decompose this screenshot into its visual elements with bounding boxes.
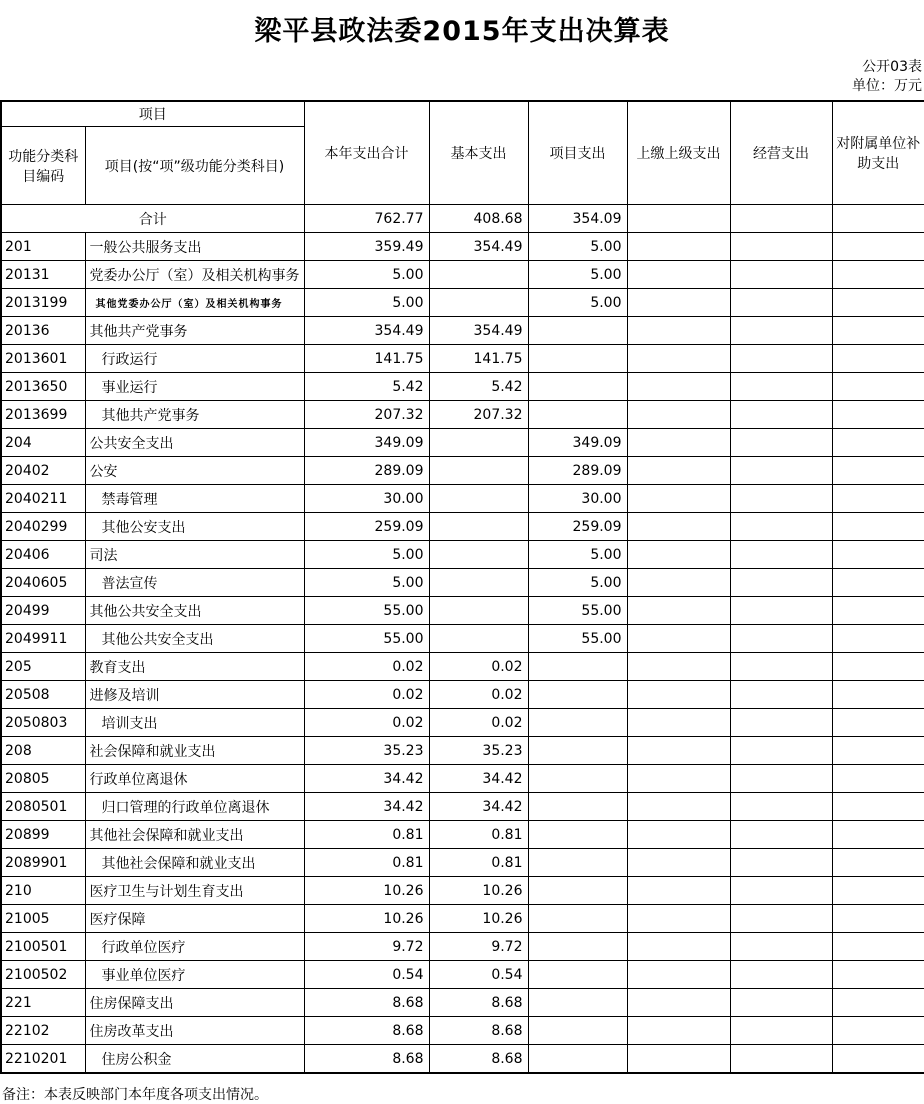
table-row [1,429,924,457]
row-code: 2013199 [1,289,85,317]
total-row-subsidy [832,205,924,233]
row-total-value: 10.26 [304,877,429,905]
header-col-operating: 经营支出 [730,101,832,205]
row-item-name: 普法宣传 [85,569,304,597]
row-total-value: 5.00 [304,569,429,597]
row-item-name: 其他公共安全支出 [85,625,304,653]
row-item-name: 事业运行 [85,373,304,401]
row-total-value: 349.09 [304,429,429,457]
row-basic-value [429,457,528,485]
row-basic-value [429,597,528,625]
row-subsidy-value [832,541,924,569]
row-operating-value [730,849,832,877]
row-upper-value [627,317,730,345]
row-basic-value: 354.49 [429,233,528,261]
row-item-name: 其他社会保障和就业支出 [85,821,304,849]
row-basic-value: 34.42 [429,765,528,793]
row-code: 2089901 [1,849,85,877]
row-upper-value [627,933,730,961]
row-total-value: 10.26 [304,905,429,933]
row-upper-value [627,653,730,681]
table-row [1,1017,924,1045]
table-row [1,289,924,317]
row-subsidy-value [832,681,924,709]
row-item-name: 行政单位离退休 [85,765,304,793]
table-row [1,233,924,261]
row-upper-value [627,849,730,877]
row-basic-value: 10.26 [429,877,528,905]
row-operating-value [730,289,832,317]
row-basic-value: 10.26 [429,905,528,933]
row-operating-value [730,765,832,793]
row-upper-value [627,401,730,429]
row-project-value [528,681,627,709]
row-project-value [528,737,627,765]
row-operating-value [730,401,832,429]
row-total-value: 141.75 [304,345,429,373]
row-total-value: 5.00 [304,289,429,317]
row-subsidy-value [832,569,924,597]
row-subsidy-value [832,513,924,541]
footer-note: 备注：本表反映部门本年度各项支出情况。 [2,1087,268,1104]
row-item-name: 医疗保障 [85,905,304,933]
row-total-value: 8.68 [304,989,429,1017]
row-item-name: 社会保障和就业支出 [85,737,304,765]
row-project-value: 349.09 [528,429,627,457]
row-basic-value [429,569,528,597]
row-code: 2040299 [1,513,85,541]
row-item-name: 禁毒管理 [85,485,304,513]
row-basic-value: 141.75 [429,345,528,373]
row-code: 2013601 [1,345,85,373]
row-upper-value [627,681,730,709]
row-operating-value [730,1017,832,1045]
row-operating-value [730,681,832,709]
table-row [1,513,924,541]
row-basic-value: 8.68 [429,1045,528,1074]
row-basic-value: 0.81 [429,821,528,849]
row-code: 2013699 [1,401,85,429]
row-upper-value [627,765,730,793]
row-project-value [528,849,627,877]
row-item-name: 司法 [85,541,304,569]
row-basic-value: 5.42 [429,373,528,401]
row-code: 2100501 [1,933,85,961]
table-row [1,485,924,513]
row-item-name: 行政运行 [85,345,304,373]
row-upper-value [627,625,730,653]
row-subsidy-value [832,989,924,1017]
row-code: 2049911 [1,625,85,653]
row-subsidy-value [832,765,924,793]
row-subsidy-value [832,877,924,905]
row-operating-value [730,961,832,989]
row-upper-value [627,541,730,569]
row-project-value [528,1017,627,1045]
row-project-value [528,821,627,849]
row-basic-value: 0.02 [429,681,528,709]
row-basic-value: 9.72 [429,933,528,961]
row-upper-value [627,737,730,765]
table-body [1,205,924,1074]
row-subsidy-value [832,625,924,653]
row-code: 201 [1,233,85,261]
row-operating-value [730,317,832,345]
header-col-subsidy: 对附属单位补助支出 [832,101,924,205]
row-operating-value [730,933,832,961]
unit-label: 单位：万元 [852,77,922,94]
total-row-operating [730,205,832,233]
row-upper-value [627,793,730,821]
row-upper-value [627,597,730,625]
row-subsidy-value [832,373,924,401]
table-row [1,709,924,737]
row-total-value: 5.42 [304,373,429,401]
row-upper-value [627,373,730,401]
row-basic-value: 8.68 [429,1017,528,1045]
row-total-value: 30.00 [304,485,429,513]
row-project-value: 55.00 [528,597,627,625]
row-project-value [528,961,627,989]
row-basic-value: 0.54 [429,961,528,989]
row-project-value [528,905,627,933]
total-row [1,205,924,233]
row-operating-value [730,597,832,625]
row-item-name: 住房改革支出 [85,1017,304,1045]
row-basic-value [429,513,528,541]
table-row [1,961,924,989]
row-upper-value [627,1017,730,1045]
row-upper-value [627,709,730,737]
row-operating-value [730,877,832,905]
row-code: 221 [1,989,85,1017]
row-subsidy-value [832,1045,924,1074]
row-operating-value [730,485,832,513]
row-code: 210 [1,877,85,905]
row-code: 204 [1,429,85,457]
row-project-value [528,877,627,905]
row-code: 208 [1,737,85,765]
row-total-value: 34.42 [304,793,429,821]
total-row-upper [627,205,730,233]
table-row [1,849,924,877]
row-project-value: 5.00 [528,569,627,597]
row-project-value [528,653,627,681]
row-project-value [528,317,627,345]
row-code: 22102 [1,1017,85,1045]
row-operating-value [730,821,832,849]
row-subsidy-value [832,429,924,457]
total-row-project: 354.09 [528,205,627,233]
table-row [1,905,924,933]
row-total-value: 55.00 [304,625,429,653]
table-row [1,821,924,849]
row-total-value: 5.00 [304,261,429,289]
row-subsidy-value [832,1017,924,1045]
row-basic-value: 35.23 [429,737,528,765]
table-row [1,597,924,625]
table-row [1,933,924,961]
table-row [1,345,924,373]
header-group-project: 项目 [1,101,304,127]
row-operating-value [730,625,832,653]
row-item-name: 公安 [85,457,304,485]
row-operating-value [730,905,832,933]
header-col-code: 功能分类科目编码 [1,127,85,205]
row-subsidy-value [832,905,924,933]
row-upper-value [627,289,730,317]
row-item-name: 党委办公厅（室）及相关机构事务 [85,261,304,289]
row-operating-value [730,261,832,289]
row-code: 2040605 [1,569,85,597]
row-basic-value: 8.68 [429,989,528,1017]
row-item-name: 进修及培训 [85,681,304,709]
table-row [1,625,924,653]
row-upper-value [627,569,730,597]
row-operating-value [730,233,832,261]
row-code: 20131 [1,261,85,289]
row-total-value: 35.23 [304,737,429,765]
row-project-value: 5.00 [528,261,627,289]
row-project-value: 5.00 [528,289,627,317]
row-subsidy-value [832,653,924,681]
expenditure-table [0,100,924,1075]
row-item-name: 其他公共安全支出 [85,597,304,625]
header-col-basic: 基本支出 [429,101,528,205]
row-upper-value [627,345,730,373]
row-project-value [528,793,627,821]
row-operating-value [730,989,832,1017]
row-item-name: 行政单位医疗 [85,933,304,961]
row-operating-value [730,653,832,681]
row-operating-value [730,373,832,401]
total-row-total: 762.77 [304,205,429,233]
row-operating-value [730,737,832,765]
row-total-value: 8.68 [304,1045,429,1074]
row-total-value: 0.81 [304,849,429,877]
row-operating-value [730,541,832,569]
row-item-name: 住房公积金 [85,1045,304,1074]
row-item-name: 医疗卫生与计划生育支出 [85,877,304,905]
row-upper-value [627,513,730,541]
row-subsidy-value [832,933,924,961]
row-subsidy-value [832,737,924,765]
header-col-total: 本年支出合计 [304,101,429,205]
row-upper-value [627,905,730,933]
row-project-value: 5.00 [528,541,627,569]
table-row [1,737,924,765]
row-upper-value [627,1045,730,1074]
row-subsidy-value [832,485,924,513]
row-basic-value [429,485,528,513]
row-subsidy-value [832,261,924,289]
row-subsidy-value [832,317,924,345]
row-code: 2210201 [1,1045,85,1074]
row-project-value: 259.09 [528,513,627,541]
table-row [1,681,924,709]
row-subsidy-value [832,849,924,877]
row-upper-value [627,457,730,485]
row-code: 20406 [1,541,85,569]
row-code: 20499 [1,597,85,625]
table-meta [0,58,922,96]
row-total-value: 0.02 [304,681,429,709]
row-project-value: 5.00 [528,233,627,261]
page-title: 梁平县政法委2015年支出决算表 [254,16,670,47]
row-upper-value [627,429,730,457]
row-total-value: 55.00 [304,597,429,625]
row-total-value: 359.49 [304,233,429,261]
row-operating-value [730,709,832,737]
table-row [1,1045,924,1074]
row-code: 20136 [1,317,85,345]
total-row-basic: 408.68 [429,205,528,233]
row-code: 20899 [1,821,85,849]
row-total-value: 8.68 [304,1017,429,1045]
row-basic-value: 34.42 [429,793,528,821]
row-project-value: 55.00 [528,625,627,653]
row-basic-value: 0.02 [429,653,528,681]
row-subsidy-value [832,345,924,373]
row-project-value [528,989,627,1017]
table-row [1,653,924,681]
row-subsidy-value [832,401,924,429]
table-row [1,261,924,289]
row-item-name: 一般公共服务支出 [85,233,304,261]
row-total-value: 354.49 [304,317,429,345]
row-subsidy-value [832,289,924,317]
row-subsidy-value [832,597,924,625]
row-item-name: 其他党委办公厅（室）及相关机构事务 [85,289,304,317]
table-row [1,541,924,569]
header-col-upper: 上缴上级支出 [627,101,730,205]
row-project-value [528,345,627,373]
row-item-name: 教育支出 [85,653,304,681]
table-row [1,877,924,905]
row-item-name: 其他社会保障和就业支出 [85,849,304,877]
row-upper-value [627,989,730,1017]
row-total-value: 0.02 [304,709,429,737]
sheet-label: 公开03表 [862,59,922,75]
row-subsidy-value [832,233,924,261]
row-total-value: 9.72 [304,933,429,961]
row-total-value: 0.02 [304,653,429,681]
row-project-value [528,709,627,737]
row-project-value: 30.00 [528,485,627,513]
row-project-value [528,401,627,429]
row-subsidy-value [832,457,924,485]
table-row [1,793,924,821]
row-code: 20508 [1,681,85,709]
row-project-value [528,373,627,401]
row-total-value: 0.81 [304,821,429,849]
row-code: 20805 [1,765,85,793]
row-project-value [528,1045,627,1074]
table-row [1,989,924,1017]
row-upper-value [627,485,730,513]
row-operating-value [730,429,832,457]
row-code: 2080501 [1,793,85,821]
row-item-name: 住房保障支出 [85,989,304,1017]
row-subsidy-value [832,793,924,821]
row-operating-value [730,513,832,541]
row-total-value: 5.00 [304,541,429,569]
header-col-project-exp: 项目支出 [528,101,627,205]
row-basic-value [429,429,528,457]
row-upper-value [627,233,730,261]
row-upper-value [627,261,730,289]
row-basic-value [429,541,528,569]
row-item-name: 公共安全支出 [85,429,304,457]
row-total-value: 34.42 [304,765,429,793]
row-subsidy-value [832,961,924,989]
row-basic-value: 0.81 [429,849,528,877]
header-col-item: 项目(按“项”级功能分类科目) [85,127,304,205]
row-total-value: 289.09 [304,457,429,485]
row-item-name: 其他共产党事务 [85,317,304,345]
row-code: 2100502 [1,961,85,989]
table-row [1,373,924,401]
row-upper-value [627,877,730,905]
row-item-name: 其他公安支出 [85,513,304,541]
table-row [1,765,924,793]
row-code: 21005 [1,905,85,933]
row-basic-value: 207.32 [429,401,528,429]
total-row-label: 合计 [1,205,304,233]
row-basic-value [429,625,528,653]
row-item-name: 培训支出 [85,709,304,737]
table-row [1,401,924,429]
row-total-value: 0.54 [304,961,429,989]
row-total-value: 259.09 [304,513,429,541]
row-operating-value [730,793,832,821]
row-item-name: 归口管理的行政单位离退休 [85,793,304,821]
row-item-name: 其他共产党事务 [85,401,304,429]
row-basic-value: 354.49 [429,317,528,345]
row-operating-value [730,569,832,597]
row-upper-value [627,821,730,849]
row-basic-value [429,261,528,289]
table-row [1,457,924,485]
row-subsidy-value [832,709,924,737]
row-project-value [528,765,627,793]
row-total-value: 207.32 [304,401,429,429]
row-code: 2040211 [1,485,85,513]
row-project-value [528,933,627,961]
row-operating-value [730,457,832,485]
table-row [1,317,924,345]
row-basic-value [429,289,528,317]
row-basic-value: 0.02 [429,709,528,737]
table-header [1,101,924,205]
row-code: 2050803 [1,709,85,737]
row-code: 20402 [1,457,85,485]
row-operating-value [730,1045,832,1074]
row-operating-value [730,345,832,373]
row-code: 2013650 [1,373,85,401]
table-row [1,569,924,597]
row-subsidy-value [832,821,924,849]
row-item-name: 事业单位医疗 [85,961,304,989]
row-code: 205 [1,653,85,681]
row-project-value: 289.09 [528,457,627,485]
row-upper-value [627,961,730,989]
